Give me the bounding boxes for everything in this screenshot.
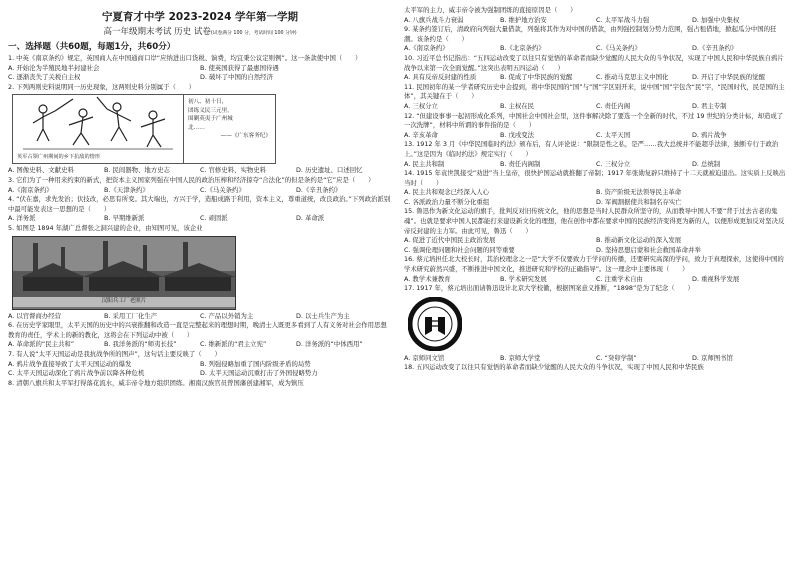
option: B. 责任内阁制	[500, 159, 541, 168]
option: A. 以官督商办经营	[8, 311, 62, 320]
option: D. 历史遗址、口述回忆	[296, 166, 363, 175]
option: D. 开启了中华民族的觉醒	[692, 73, 765, 82]
exam-subtitle-text: 高一年级期末考试 历史 试卷	[103, 27, 211, 37]
option: D. 坚持思想启蒙和社会救国革命并举	[596, 245, 701, 254]
exam-note: (试卷满分 100 分，考试时间 100 分钟)	[210, 31, 297, 36]
question-15-options	[404, 236, 788, 255]
poem-line: 围剿英夷于广州城	[188, 116, 233, 123]
question-4: 4. “伏在嘉，求先发治；伏技改，必思有所变。其大端也，方兴于学，造船成路于利用，资本主义，尊重道统，改良政治。”下列政治派别中最可能发表这一思想的是（ ）	[8, 195, 391, 213]
question-17-options	[404, 354, 788, 364]
option: D. 以士兵生产为主	[296, 311, 350, 320]
question-16-options	[404, 275, 788, 285]
peking-university-seal-icon	[408, 297, 462, 351]
option: B. 采用工厂化生产	[104, 311, 158, 320]
option: B. 戊戌变法	[500, 130, 535, 139]
question-2-options	[8, 166, 392, 176]
option: A. 洋务派	[8, 214, 36, 223]
question-7: 7. 有人说“太平天国运动是我抗战争所的图声”，这句话主要反映了（ ）	[8, 349, 221, 358]
question-1-options	[8, 64, 392, 83]
option: A. 促进了近代中国民主政治发展	[404, 236, 496, 245]
option: A. 图像史料、文献史料	[8, 166, 74, 175]
section-heading: 一、选择题（共60题，每题1分，共60分）	[8, 42, 176, 52]
question-11: 11. 民国初年的某一学者研究历史中会提到，将中华民国的“国”与“国”字区别开来，说中国“国”字包含“民”字，“民国时代，民是国的主体”，其关键在于（ ）	[404, 82, 785, 101]
poem-line: 北……	[188, 124, 205, 131]
option: B. 主权在民	[500, 101, 535, 110]
question-9-options	[404, 44, 788, 54]
option: D. 总统制	[692, 159, 721, 168]
option: D. 破坏了中国的自然经济	[200, 73, 273, 82]
option: B. 我洋务派的“师夷长技”	[104, 340, 177, 349]
question-4-options	[8, 214, 392, 224]
battle-sketch-icon	[13, 95, 183, 153]
option: A.《南京条约》	[404, 44, 449, 53]
option: A. 民主共和观念已经深入人心	[404, 188, 490, 197]
option: B. 早期维新派	[104, 214, 145, 223]
option: C. 各派政治力量不断分化重组	[404, 197, 490, 206]
option: B. 京师大学堂	[500, 353, 541, 362]
poem-excerpt	[184, 95, 275, 163]
university-seal	[408, 297, 462, 351]
exam-subtitle	[8, 26, 392, 40]
historical-figure-1	[12, 94, 276, 164]
option: C. 太平天国	[596, 130, 631, 139]
question-1: 1. 中英《南京条约》规定，英国商人在中国通商口岸“应纳进出口货税、饷费，均宜秉公议定则例”。这一条款使中国（ ）	[8, 54, 362, 62]
option: D. 鸦片战争	[692, 130, 727, 139]
option: C. 三权分立	[596, 159, 631, 168]
poem-line: ——《广东客务纪》	[220, 133, 271, 139]
question-8: 8. 清朝八旗兵和太平军打得落花流水，威丰帝令地方组织团练。湘南汉族官员曾国藩创建湘军，成为镇压	[8, 378, 304, 387]
option: A. 京师同文馆	[404, 353, 445, 362]
question-10-options	[404, 73, 788, 83]
battle-illustration	[13, 95, 184, 163]
option: A. 辛亥革命	[404, 130, 438, 139]
option: B. 使英国获得了最惠国待遇	[200, 63, 279, 72]
option: A. 开始沦为半殖民地半封建社会	[8, 63, 100, 72]
question-14: 14. 1915 年袁世凯接受“劝进”当上皇帝，很快护国运动就推翻了帝制；1917 年张勋复辟只维持了十二天就被迫退出。这实质上反映出当时（ ）	[404, 169, 786, 187]
option: C. 维新派的“君主立宪”	[200, 340, 267, 349]
poem-line: 团练义民三元里，	[188, 107, 233, 114]
right-column	[404, 6, 788, 373]
question-8-continued: 太平军的主力，威丰帝令被为强制团练的直接原因是（ ）	[404, 6, 577, 14]
option: C. 推动马克思主义中国化	[596, 73, 669, 82]
option: A. 具有反帝反封建的性质	[404, 73, 477, 82]
option: D. 京师图书馆	[692, 353, 733, 362]
question-2: 2. 下列两则史料说明同一历史现象，这两则史料分别属于（ ）	[8, 82, 196, 91]
option: C. 逐渐丧失了关税自主权	[8, 73, 81, 82]
option: D.《辛丑条约》	[296, 185, 342, 194]
option: A. 鸦片战争直接导致了太平天国运动的爆发	[8, 359, 132, 368]
option: A.《南京条约》	[8, 185, 53, 194]
option: A. 革命派的“民主共和”	[8, 340, 75, 349]
factory-sketch-icon	[13, 237, 235, 301]
question-6-options	[8, 340, 392, 350]
question-15: 15. 鲁迅作为新文化运动的旗手，批判反对旧传统文化，他的思想是当时人民群众所坚守的，从而教导中国人不要“背于过去古老的鬼魂”。也就是要求中国人民都能打来建设新文化的理想，他在创作中都在要求中国的民族经济变得更为新的人，以便形成更加反对坚决反帝反封建的主力军。由此可见，鲁迅（ ）	[404, 207, 785, 235]
figure-caption: 英军占领广州期间的乡下抗敌的情形	[17, 154, 101, 161]
question-3: 3. 它们为了一种用来约束的新式，把资本主义国家列强在中国人民的政治压榨和经济掠夺“合法化”的但是条约是“它”应是（ ）	[8, 175, 375, 184]
option: C. 太平军战斗力强	[596, 15, 650, 24]
exam-title: 宁夏育才中学 2023-2024 学年第一学期	[101, 11, 299, 23]
option: C. 责任内阁	[596, 101, 631, 110]
question-14-options	[404, 188, 788, 207]
question-17: 17. 1917 年，蔡元培出面请鲁迅设计北京大学校徽，根据图案意义推断，“1898”是为了纪念（ ）	[404, 284, 694, 293]
option: B. 推动新文化运动的深入发展	[596, 236, 682, 245]
question-11-options	[404, 102, 788, 112]
option: B. 维护地方治安	[500, 15, 547, 24]
question-13: 13. 1912 年 3 月《中华民国临时约法》颁布后，有人评论说：“限制是性之私，是严……我大总统并不能超乎法律，独断专行于政治上。”这是因为《临时约法》规定实行（ ）	[404, 140, 779, 158]
option: A. 民主共和制	[404, 159, 445, 168]
question-8-options	[404, 16, 788, 26]
option: D. 加强中央集权	[692, 15, 740, 24]
factory-photo	[12, 236, 236, 310]
option: C. 太平天国运动深化了鸦片战争前以降各种危机	[8, 369, 145, 378]
option: B.《北京条约》	[500, 44, 545, 53]
option: B. 资产阶级无法领导民主革命	[596, 188, 682, 197]
question-12: 12. “但建设事事一起初形成化系列，中国社会中国社会里，这件事解决除了要选一个全新的时代，不过 19 世纪的分类计标，却造成了一次洗牌”，材料中所谓的事件指的是（ ）	[404, 111, 784, 130]
option: D. 军阀割据使共和制名存实亡	[596, 197, 682, 206]
option: D. 重视科学发展	[692, 274, 740, 283]
question-9: 9. 某条约签订后，清政府向列强大量借款，列强将其作为对中国的借款，由列强控制划分势力范围，强占租借地，掀起瓜分中国的狂潮。该条约是（ ）	[404, 25, 777, 43]
option: C. “癸卯学制”	[596, 353, 637, 362]
option: D. 革命派	[296, 214, 325, 223]
question-6: 6. 在历史学家眼里，太平天国的历史中的兴衰推翻和改造一直是完整起来的理想时期，晚清士人既更多看到了人有义务对社会作用思想教育的责任，学术上的新的教化，这将会在下列运动中被（ ）	[8, 321, 387, 339]
question-5: 5. 如图是 1894 年湖广总督张之洞兴建的企业，由知图可见，该企业	[8, 223, 203, 232]
option: C.《马关条约》	[596, 44, 641, 53]
option: A. 三权分立	[404, 101, 438, 110]
option: C. 官修史料、实物史料	[200, 166, 267, 175]
question-10: 10. 习近平总书记指出：“五四运动改变了以往只有觉悟的革命者而缺少觉醒的人民大众的斗争状况，实现了中国人民和中华民族自鸦片战争以来第一次全面觉醒。”这突出表明五四运动（ ）	[404, 53, 784, 72]
option: B. 促成了中华民族的觉醒	[500, 73, 573, 82]
option: B. 学术研究发展	[500, 274, 547, 283]
question-3-options	[8, 186, 392, 196]
option: B.《天津条约》	[104, 185, 149, 194]
option: D. 洋务派的“中体西用”	[296, 340, 363, 349]
question-13-options	[404, 160, 788, 170]
poem-line: 初八、初十日，	[188, 99, 228, 106]
figure-caption: 汉阳兵工厂老照片	[13, 297, 235, 307]
option: B. 民间器物、地方史志	[104, 166, 170, 175]
option: D. 君主专制	[692, 101, 727, 110]
question-16: 16. 蔡元培担任北大校长时，其治校理念之一是“大学不仅要致力于学问的传播，还要研究高深的学问，致力于真理探索，这使得中国的学术研究蔚然兴盛，不断推进中国文化，推进研究和学校的正确指导”。这一理念中主要体现（ ）	[404, 255, 784, 274]
option: D. 太平天国运动沉重打击了外国侵略势力	[200, 369, 318, 378]
left-column	[8, 6, 392, 388]
option: C. 强调伦理问题和社会问题的同等重要	[404, 245, 515, 254]
option: D.《辛丑条约》	[692, 44, 738, 53]
option: C. 产品以外销为主	[200, 311, 254, 320]
option: B. 列强侵略加重了国内阶级矛盾的局势	[200, 359, 311, 368]
option: C. 顽固派	[200, 214, 228, 223]
question-18: 18. 五四运动改变了以往只有觉悟的革命者而缺少觉醒的人民大众的斗争状况，实现了中国人民和中华民族	[404, 363, 704, 372]
option: A. 教学术兼教育	[404, 274, 451, 283]
option: C. 注重学术自由	[596, 274, 643, 283]
option: A. 八旗兵战斗力衰弱	[404, 15, 464, 24]
question-7-options	[8, 360, 392, 379]
option: C.《马关条约》	[200, 185, 245, 194]
question-12-options	[404, 131, 788, 141]
question-5-options	[8, 312, 392, 322]
